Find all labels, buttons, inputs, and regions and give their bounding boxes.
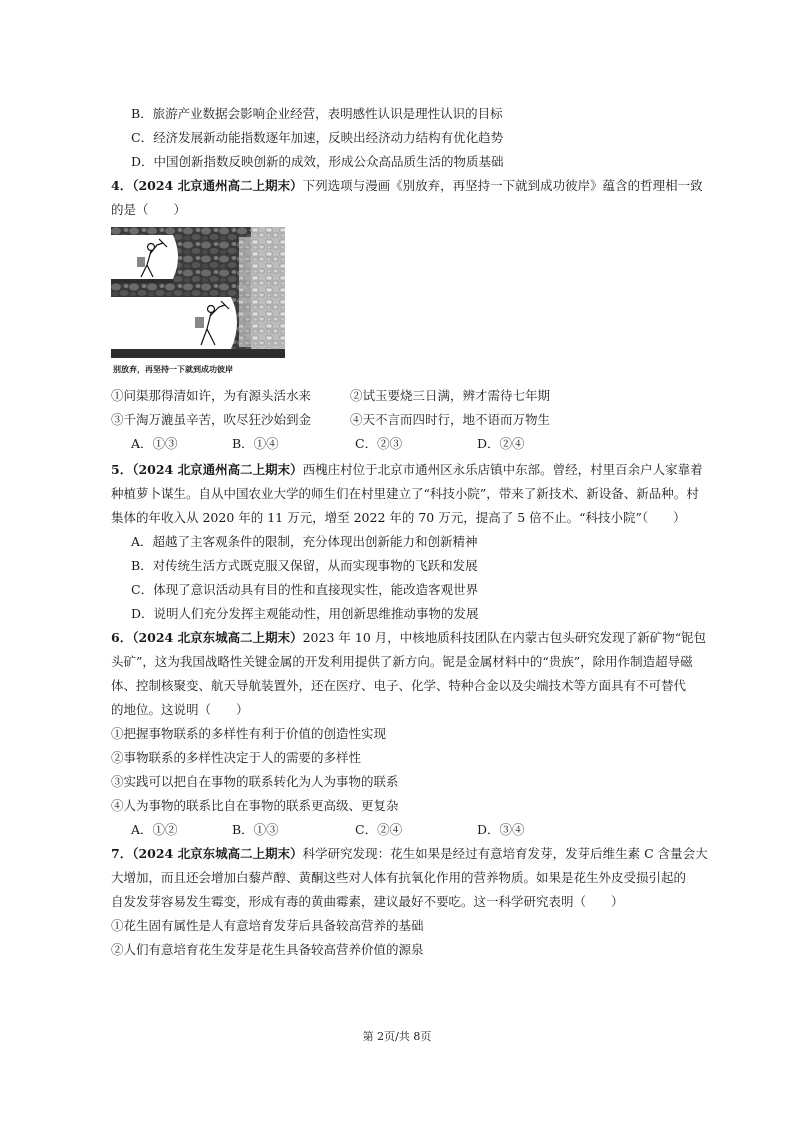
q6-item-3: ③实践可以把自在事物的联系转化为人为事物的联系 <box>111 774 399 789</box>
q5-source: （2024 北京通州高二上期末） <box>132 462 303 477</box>
q4-stem-line1 <box>111 177 703 195</box>
q6-choice-a[interactable]: A．①② <box>131 822 178 837</box>
prev-option-b: B．旅游产业数据会影响企业经营，表明感性认识是理性认识的目标 <box>131 106 503 121</box>
q6-stem-line4: 的地位。这说明（ ） <box>111 702 249 717</box>
q7-number: 7． <box>111 846 133 861</box>
q7-stem-text: 科学研究发现：花生如果是经过有意培育发芽，发芽后维生素 C 含量会大 <box>302 846 708 861</box>
q4-choice-d[interactable]: D．②④ <box>477 436 525 451</box>
q7-stem-line1 <box>111 845 708 863</box>
q5-option-a[interactable]: A．超越了主客观条件的限制，充分体现出创新能力和创新精神 <box>131 534 478 549</box>
q7-item-1: ①花生固有属性是人有意培育发芽后具备较高营养的基础 <box>111 918 424 933</box>
q5-stem-line3: 集体的年收入从 2020 年的 11 万元，增至 2022 年的 70 万元，提高了 5 倍不止。“科技小院”（ ） <box>111 510 686 525</box>
q4-stem-text: 下列选项与漫画《别放弃，再坚持一下就到成功彼岸》蕴含的哲理相一致 <box>302 178 703 193</box>
prev-option-d: D．中国创新指数反映创新的成效，形成公众高品质生活的物质基础 <box>131 154 504 169</box>
q5-option-d[interactable]: D．说明人们充分发挥主观能动性，用创新思维推动事物的发展 <box>131 606 479 621</box>
q4-number: 4． <box>111 178 133 193</box>
q6-choice-b[interactable]: B．①③ <box>232 822 279 837</box>
q7-source: （2024 北京东城高二上期末） <box>132 846 303 861</box>
comic-caption: 别放弃，再坚持一下就到成功彼岸 <box>113 364 233 374</box>
comic-image <box>111 227 285 358</box>
q6-stem-line3: 体、控制核聚变、航天导航装置外，还在医疗、电子、化学、特种合金以及尖端技术等方面具有不可替代 <box>111 678 687 693</box>
q5-option-c[interactable]: C．体现了意识活动具有目的性和直接现实性，能改造客观世界 <box>131 582 479 597</box>
q4-item-1: ①问渠那得清如许，为有源头活水来 <box>111 388 312 403</box>
q6-choice-d[interactable]: D．③④ <box>477 822 525 837</box>
q6-item-1: ①把握事物联系的多样性有利于价值的创造性实现 <box>111 726 387 741</box>
q4-source: （2024 北京通州高二上期末） <box>132 178 303 193</box>
q5-stem-text: 西槐庄村位于北京市通州区永乐店镇中东部。曾经，村里百余户人家靠着 <box>302 462 703 477</box>
q5-number: 5． <box>111 462 133 477</box>
q6-stem-text: 2023 年 10 月，中核地质科技团队在内蒙古包头研究发现了新矿物“铌包 <box>302 630 707 645</box>
q6-number: 6． <box>111 630 133 645</box>
q4-item-2: ②试玉要烧三日满，辨才需待七年期 <box>350 388 551 403</box>
q5-stem-line2: 种植萝卜谋生。自从中国农业大学的师生们在村里建立了“科技小院”，带来了新技术、新设备、新品种。村 <box>111 486 699 501</box>
q7-item-2: ②人们有意培育花生发芽是花生具备较高营养价值的源泉 <box>111 942 424 957</box>
q6-choice-c[interactable]: C．②④ <box>355 822 403 837</box>
q6-stem-line1 <box>111 629 706 647</box>
q6-source: （2024 北京东城高二上期末） <box>132 630 303 645</box>
page-footer: 第 2页/共 8页 <box>362 1030 432 1043</box>
q6-item-2: ②事物联系的多样性决定于人的需要的多样性 <box>111 750 362 765</box>
q7-stem-line3: 自发发芽容易发生霉变，形成有毒的黄曲霉素，建议最好不要吃。这一科学研究表明（ ） <box>111 894 624 909</box>
q4-item-4: ④天不言而四时行，地不语而万物生 <box>350 412 551 427</box>
q5-option-b[interactable]: B．对传统生活方式既克服又保留，从而实现事物的飞跃和发展 <box>131 558 478 573</box>
q6-item-4: ④人为事物的联系比自在事物的联系更高级、更复杂 <box>111 798 399 813</box>
q4-choice-c[interactable]: C．②③ <box>355 436 403 451</box>
q7-stem-line2: 大增加，而且还会增加白藜芦醇、黄酮这些对人体有抗氧化作用的营养物质。如果是花生外皮受损引起的 <box>111 870 687 885</box>
q4-choice-a[interactable]: A．①③ <box>131 436 178 451</box>
q4-choice-b[interactable]: B．①④ <box>232 436 279 451</box>
q4-item-3: ③千淘万漉虽辛苦，吹尽狂沙始到金 <box>111 412 312 427</box>
q5-stem-line1 <box>111 461 703 479</box>
prev-option-c: C．经济发展新动能指数逐年加速，反映出经济动力结构有优化趋势 <box>131 130 504 145</box>
comic-illustration <box>111 227 285 358</box>
q6-stem-line2: 头矿”，这为我国战略性关键金属的开发利用提供了新方向。铌是金属材料中的“贵族”，除用作制造超导磁 <box>111 654 693 669</box>
q4-stem-line2: 的是（ ） <box>111 202 187 217</box>
